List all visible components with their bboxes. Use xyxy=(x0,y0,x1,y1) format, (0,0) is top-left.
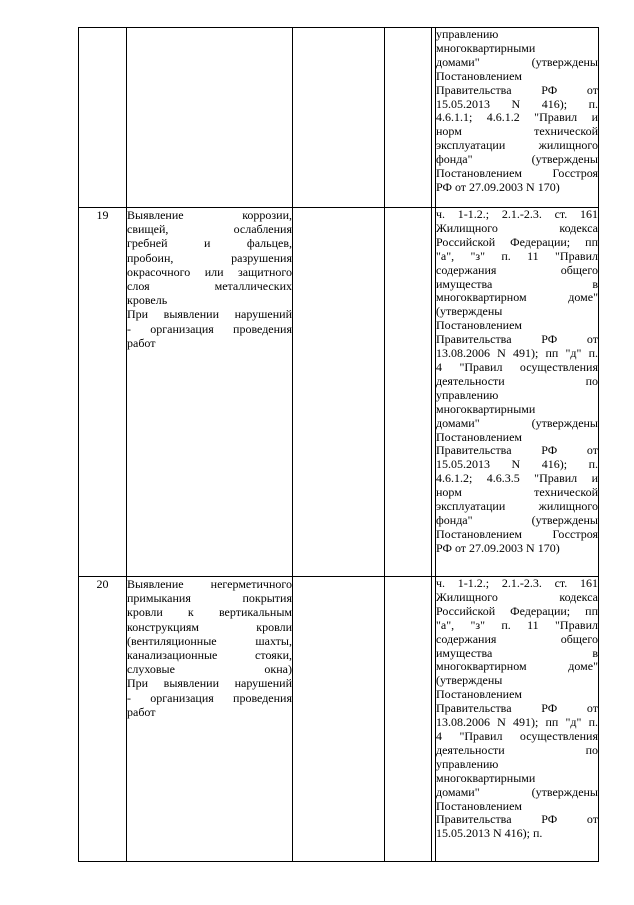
text-line: слоя металлических xyxy=(127,279,292,294)
text-line: "а", "з" п. 11 "Правил xyxy=(436,248,598,263)
text-line: многоквартирными xyxy=(436,40,536,55)
text-line: Постановлением xyxy=(436,318,523,333)
text-line: домами" (утверждены xyxy=(436,415,598,430)
empty-cell xyxy=(293,208,385,577)
text-line: многоквартирном доме" xyxy=(436,659,598,674)
work-description-cell xyxy=(127,208,293,577)
text-line: фонда" (утверждены xyxy=(436,512,598,527)
text-line: (утверждены xyxy=(436,304,503,319)
text-line: При выявлении нарушений xyxy=(127,307,292,322)
text-line: работ xyxy=(127,335,156,350)
text-line: Постановлением Госстроя xyxy=(436,166,598,181)
work-description-text xyxy=(127,208,292,350)
requirements-table xyxy=(78,27,599,862)
text-line: деятельности по xyxy=(436,742,598,757)
text-line: РФ от 27.09.2003 N 170) xyxy=(436,179,560,194)
text-line: РФ от 27.09.2003 N 170) xyxy=(436,540,560,555)
text-line: управлению xyxy=(436,756,499,771)
text-line: 4.6.1.2; 4.6.3.5 "Правил и xyxy=(436,471,598,486)
text-line: домами" (утверждены xyxy=(436,54,598,69)
text-line: 4 "Правил осуществления xyxy=(436,728,598,743)
text-line: кровель xyxy=(127,293,168,308)
text-line: 4 "Правил осуществления xyxy=(436,359,598,374)
text-line: Постановлением xyxy=(436,798,523,813)
text-line: Выявление коррозии, xyxy=(127,208,292,222)
legal-basis-text xyxy=(436,208,598,556)
text-line: Правительства РФ от xyxy=(436,443,598,458)
text-line: Правительства РФ от xyxy=(436,701,598,716)
text-line: 4.6.1.1; 4.6.1.2 "Правил и xyxy=(436,110,598,125)
text-line: окрасочного или защитного xyxy=(127,264,292,279)
table-row-continuation xyxy=(79,28,599,208)
text-line: ч. 1-1.2.; 2.1.-2.3. ст. 161 xyxy=(436,207,598,221)
text-line: имущества в xyxy=(436,276,598,291)
text-line: эксплуатации жилищного xyxy=(436,138,598,153)
legal-basis-text xyxy=(436,577,598,841)
text-line: 15.05.2013 N 416); п. xyxy=(436,457,598,472)
empty-cell xyxy=(385,577,432,862)
text-line: канализационные стояки, xyxy=(127,648,292,663)
row-number: 19 xyxy=(79,208,127,577)
text-line: - организация проведения xyxy=(127,690,292,705)
text-line: При выявлении нарушений xyxy=(127,676,292,691)
text-line: Постановлением xyxy=(436,429,523,444)
text-line: (утверждены xyxy=(436,673,503,688)
text-line: эксплуатации жилищного xyxy=(436,499,598,514)
text-line: - организация проведения xyxy=(127,321,292,336)
text-line: 15.05.2013 N 416); п. xyxy=(436,96,598,111)
empty-cell xyxy=(293,577,385,862)
text-line: Российской Федерации; пп xyxy=(436,234,598,249)
text-line: домами" (утверждены xyxy=(436,784,598,799)
legal-basis-cell xyxy=(436,208,599,577)
empty-cell xyxy=(385,208,432,577)
text-line: деятельности по xyxy=(436,373,598,388)
text-line: Постановлением xyxy=(436,68,523,83)
empty-cell xyxy=(293,28,385,208)
text-line: работ xyxy=(127,704,156,719)
text-line: многоквартирными xyxy=(436,401,536,416)
work-description-cell xyxy=(127,577,293,862)
text-line: норм технической xyxy=(436,485,598,500)
legal-basis-text xyxy=(436,28,598,195)
text-line: слуховые окна) xyxy=(127,662,292,677)
text-line: содержания общего xyxy=(436,262,598,277)
text-line: 15.05.2013 N 416); п. xyxy=(436,826,543,841)
row-number: 20 xyxy=(79,577,127,862)
text-line: конструкциям кровли xyxy=(127,619,292,634)
table-row xyxy=(79,208,599,577)
text-line: 13.08.2006 N 491); пп "д" п. xyxy=(436,346,598,361)
legal-basis-cell xyxy=(436,28,599,208)
text-line: Жилищного кодекса xyxy=(436,220,598,235)
text-line: фонда" (утверждены xyxy=(436,152,598,167)
table-row xyxy=(79,577,599,862)
legal-basis-cell xyxy=(436,577,599,862)
text-line: (вентиляционные шахты, xyxy=(127,633,292,648)
text-line: содержания общего xyxy=(436,631,598,646)
text-line: примыкания покрытия xyxy=(127,591,292,606)
text-line: Жилищного кодекса xyxy=(436,589,598,604)
text-line: "а", "з" п. 11 "Правил xyxy=(436,617,598,632)
text-line: Постановлением xyxy=(436,687,523,702)
text-line: кровли к вертикальным xyxy=(127,605,292,620)
text-line: многоквартирными xyxy=(436,770,536,785)
text-line: норм технической xyxy=(436,124,598,139)
empty-cell xyxy=(385,28,432,208)
text-line: Российской Федерации; пп xyxy=(436,603,598,618)
text-line: управлению xyxy=(436,387,499,402)
text-line: многоквартирном доме" xyxy=(436,290,598,305)
description-cell xyxy=(127,28,293,208)
text-line: пробоин, разрушения xyxy=(127,250,292,265)
text-line: Правительства РФ от xyxy=(436,812,598,827)
work-description-text xyxy=(127,577,292,719)
text-line: Выявление негерметичного xyxy=(127,577,292,591)
text-line: 13.08.2006 N 491); пп "д" п. xyxy=(436,715,598,730)
text-line: управлению xyxy=(436,27,499,41)
text-line: свищей, ослабления xyxy=(127,222,292,237)
text-line: Правительства РФ от xyxy=(436,332,598,347)
number-cell xyxy=(79,28,127,208)
text-line: Постановлением Госстроя xyxy=(436,526,598,541)
text-line: ч. 1-1.2.; 2.1.-2.3. ст. 161 xyxy=(436,576,598,590)
text-line: гребней и фальцев, xyxy=(127,236,292,251)
text-line: имущества в xyxy=(436,645,598,660)
text-line: Правительства РФ от xyxy=(436,82,598,97)
